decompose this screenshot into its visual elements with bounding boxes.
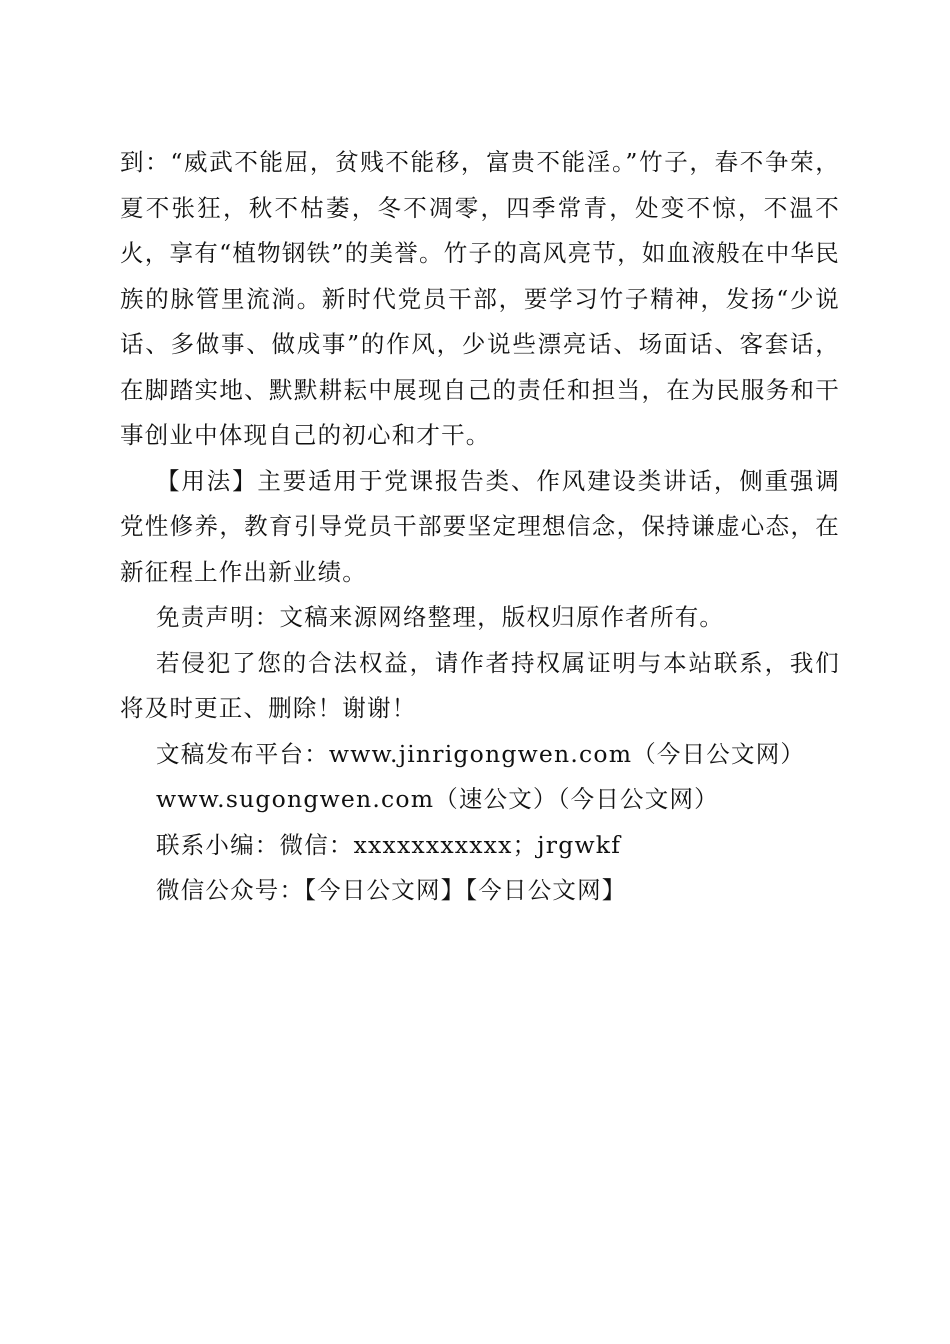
document-body — [120, 140, 840, 914]
publish-platform-line: 文稿发布平台：www.jinrigongwen.com（今日公文网） — [156, 739, 806, 768]
infringement-notice-paragraph: 若侵犯了您的合法权益，请作者持权属证明与本站联系，我们将及时更正、删除！谢谢！ — [120, 648, 840, 722]
secondary-site-line: www.sugongwen.com（速公文）（今日公文网） — [156, 785, 719, 813]
body-paragraph-bamboo-spirit: 到：“威武不能屈，贫贱不能移，富贵不能淫。”竹子，春不争荣，夏不张狂，秋不枯萎，冬不凋零，四季常青，处变不惊，不温不火，享有“植物钢铁”的美誉。竹子的高风亮节，如血液般在中华民族的脉管里流淌。新时代党员干部，要学习竹子精神，发扬“少说话、多做事、做成事”的作风，少说些漂亮话、场面话、客套话，在脚踏实地、默默耕耘中展现自己的责任和担当，在为民服务和干事创业中体现自己的初心和才干。 — [120, 148, 840, 449]
contact-editor-line: 联系小编：微信：xxxxxxxxxxx；jrgwkf — [156, 830, 622, 859]
wechat-official-account-line: 微信公众号：【今日公文网】【今日公文网】 — [156, 876, 627, 904]
usage-paragraph: 【用法】主要适用于党课报告类、作风建设类讲话，侧重强调党性修养，教育引导党员干部要坚定理想信念，保持谦虚心态，在新征程上作出新业绩。 — [120, 466, 840, 586]
disclaimer-paragraph: 免责声明：文稿来源网络整理，版权归原作者所有。 — [156, 603, 725, 631]
